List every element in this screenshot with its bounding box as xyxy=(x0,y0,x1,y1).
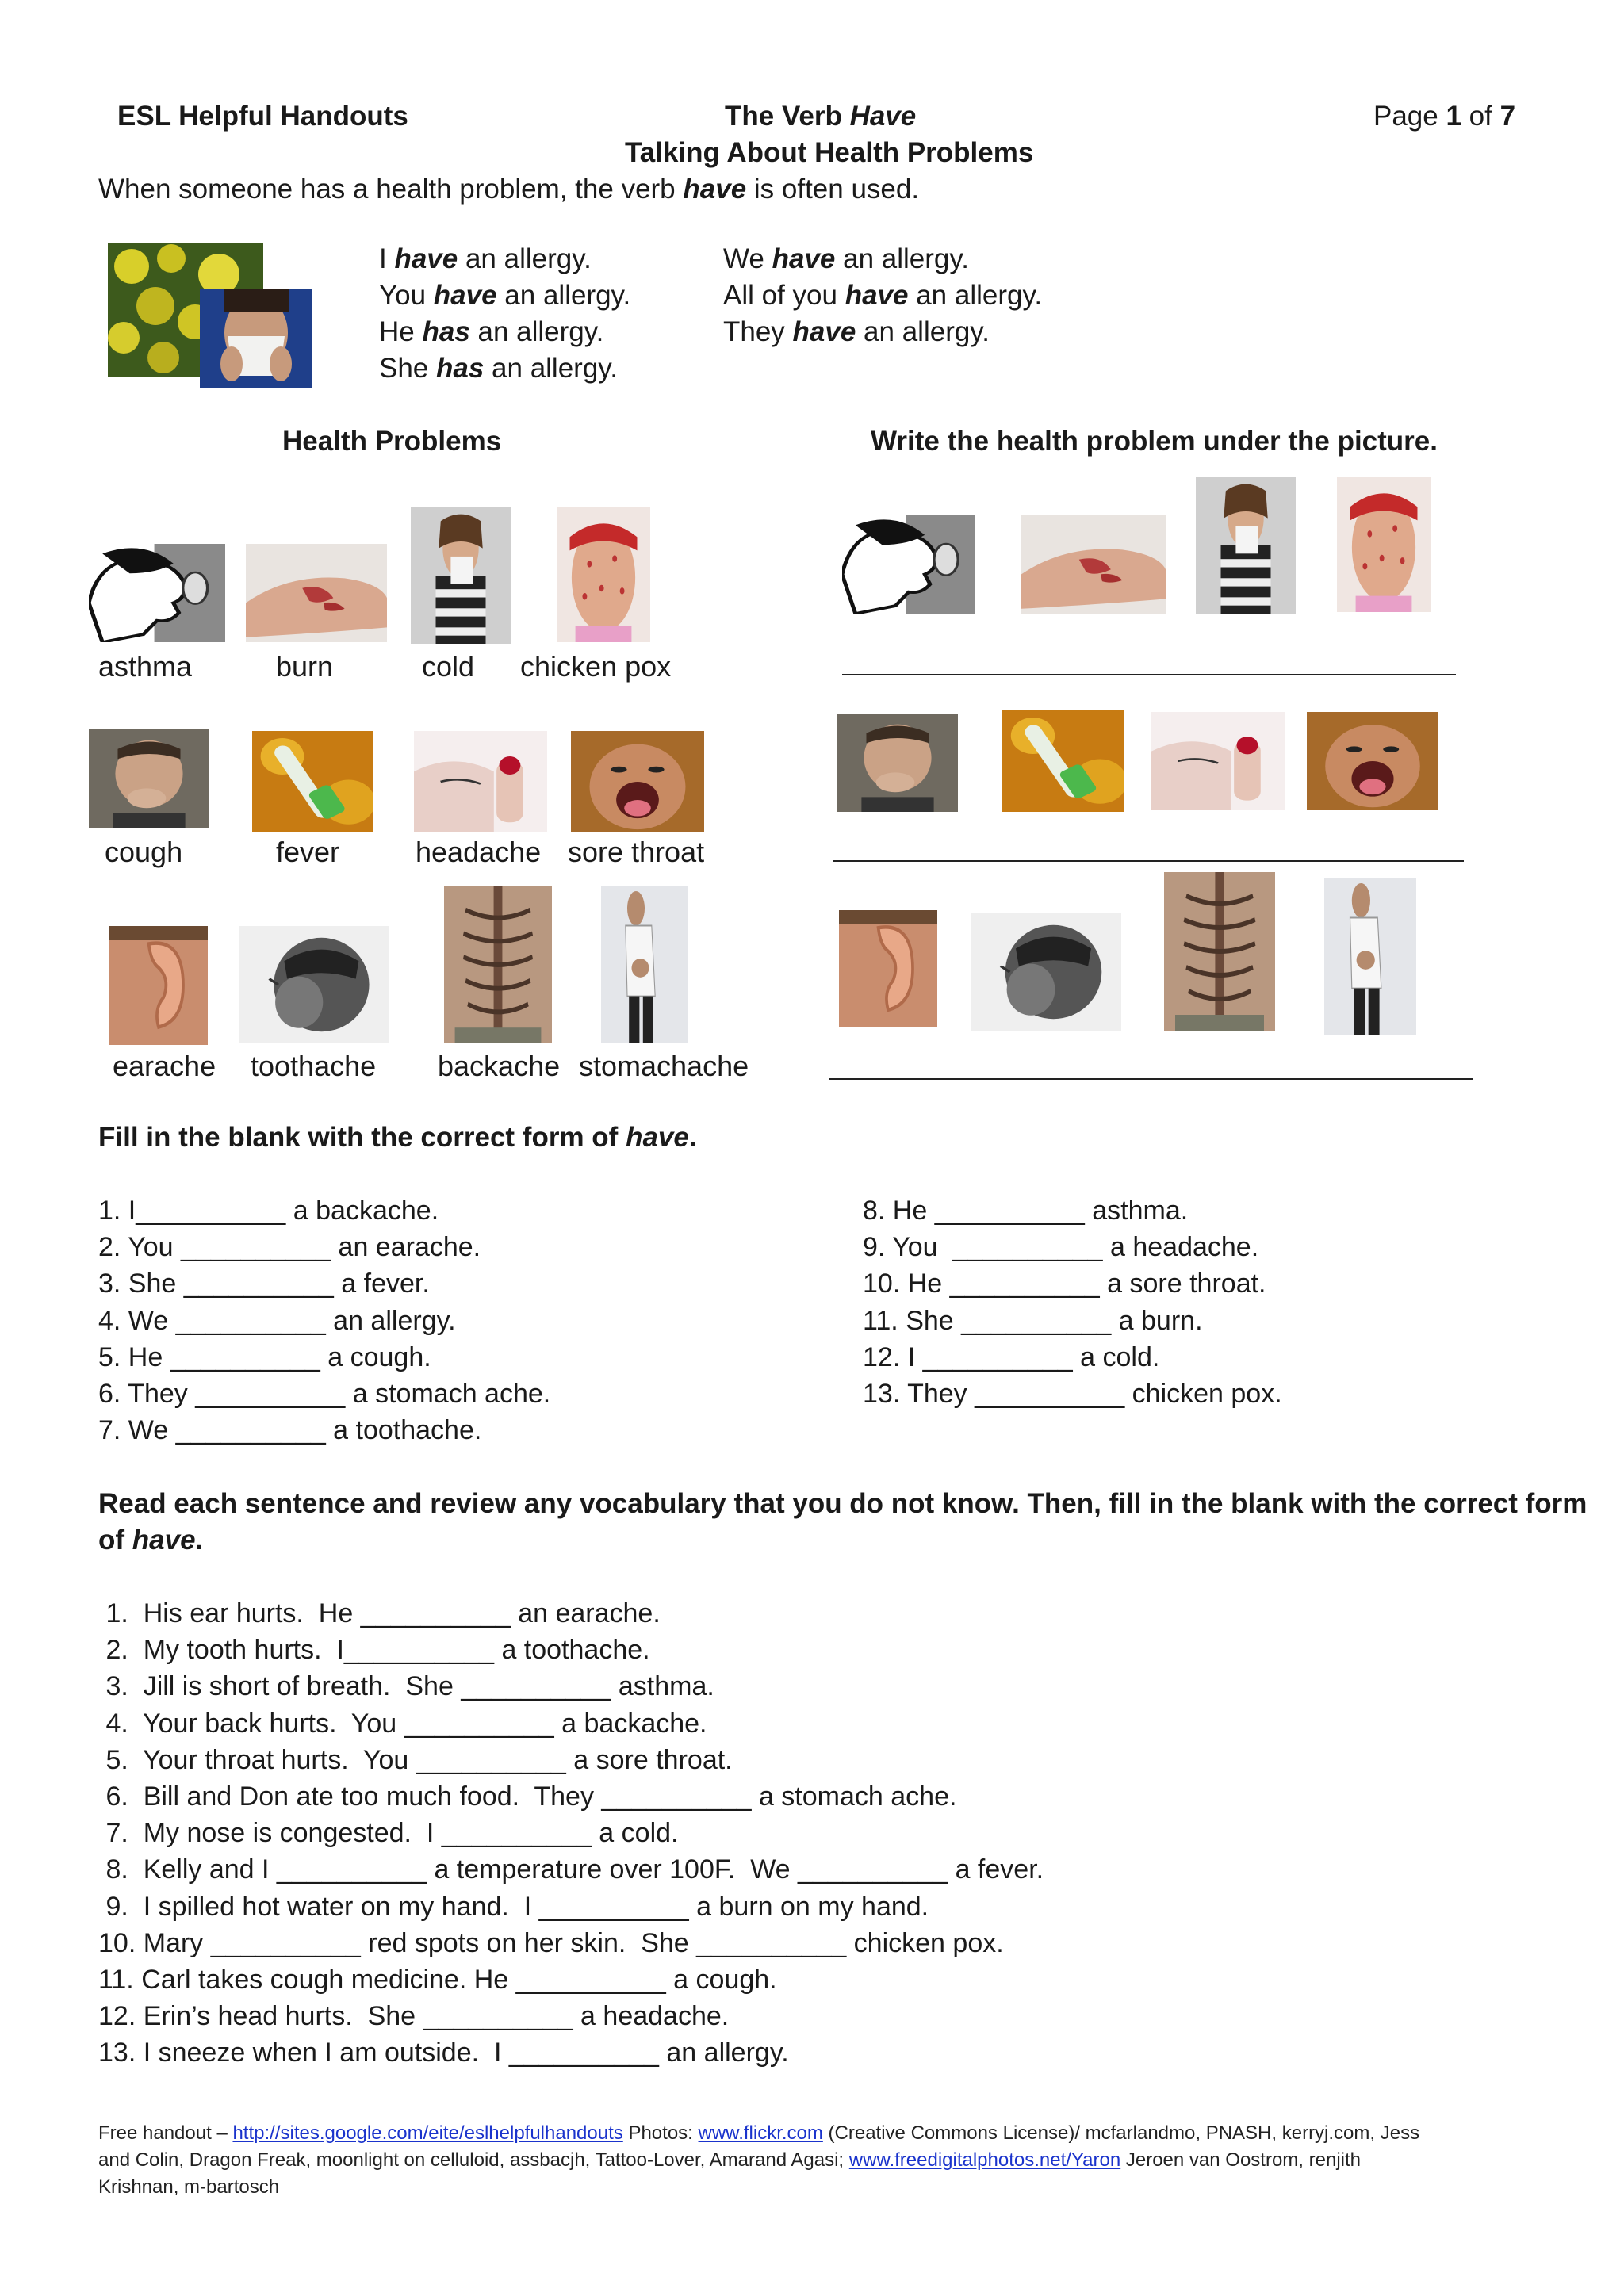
exercise-item[interactable]: 8. Kelly and I __________ a temperature over 100F. We __________ a fever. xyxy=(98,1854,1044,1885)
conj-subject: He xyxy=(379,316,423,347)
conj-subject: They xyxy=(723,316,793,347)
health-problems-heading: Health Problems xyxy=(282,426,502,457)
cough-photo xyxy=(89,729,209,828)
vocab-label-cold: cold xyxy=(422,650,475,683)
exercise-item[interactable]: 10. He __________ a sore throat. xyxy=(863,1269,1266,1299)
vocab-label-sorethroat: sore throat xyxy=(568,836,705,868)
vocab-label-asthma: asthma xyxy=(98,650,193,683)
vocab-label-cough: cough xyxy=(105,836,183,868)
conj-subject: You xyxy=(379,280,434,311)
quiz-backache-photo xyxy=(1164,872,1275,1031)
conj-verb: have xyxy=(792,316,856,347)
conj-verb: have xyxy=(772,243,836,274)
title-text: The Verb xyxy=(725,101,850,132)
conjugation-line xyxy=(723,277,1042,314)
handout-link[interactable]: http://sites.google.com/eite/eslhelpfulhandouts xyxy=(232,2122,623,2144)
stomachache-photo xyxy=(601,886,688,1043)
page-current: 1 xyxy=(1446,101,1461,132)
exercise-item[interactable]: 12. Erin’s head hurts. She __________ a headache. xyxy=(98,2001,730,2032)
fever-photo xyxy=(252,731,373,832)
toothache-photo xyxy=(239,926,389,1043)
exercise-item[interactable]: 9. I spilled hot water on my hand. I __________ a burn on my hand. xyxy=(98,1891,929,1922)
exercise-item[interactable]: 10. Mary __________ red spots on her skin. She __________ chicken pox. xyxy=(98,1927,1004,1958)
quiz-cold-photo xyxy=(1196,477,1296,614)
earache-photo xyxy=(109,926,208,1045)
freedigitalphotos-link[interactable]: www.freedigitalphotos.net/Yaron xyxy=(848,2149,1121,2171)
quiz-cough-photo xyxy=(837,714,958,812)
conj-subject: All of you xyxy=(723,280,845,311)
conj-subject: I xyxy=(379,243,395,274)
exercise-item[interactable]: 7. My nose is congested. I __________ a cold. xyxy=(98,1818,679,1849)
footer-line3: Krishnan, m-bartosch xyxy=(98,2176,280,2198)
exercise-item[interactable]: 5. Your throat hurts. You __________ a sore throat. xyxy=(98,1744,733,1775)
conj-object: an allergy. xyxy=(835,243,969,274)
intro-sentence xyxy=(98,171,919,208)
backache-photo xyxy=(444,886,552,1043)
exercise-item[interactable]: 2. You __________ an earache. xyxy=(98,1232,481,1263)
title-italic: Have xyxy=(849,101,917,132)
page-subtitle: Talking About Health Problems xyxy=(625,137,1034,168)
quiz-asthma-photo xyxy=(842,515,975,614)
exercise-item[interactable]: 6. Bill and Don ate too much food. They __________ a stomach ache. xyxy=(98,1781,957,1812)
conj-verb: have xyxy=(394,243,458,274)
conj-object: an allergy. xyxy=(484,353,618,384)
exercise-item[interactable]: 1. I__________ a backache. xyxy=(98,1196,439,1226)
page-of: of xyxy=(1461,101,1500,132)
quiz-sorethroat-photo xyxy=(1307,712,1438,810)
answer-line-row1[interactable] xyxy=(842,674,1456,675)
exercise-item[interactable]: 5. He __________ a cough. xyxy=(98,1341,431,1372)
conjugation-line xyxy=(723,314,1042,350)
conj-object: an allergy. xyxy=(908,280,1043,311)
quiz-chickenpox-photo xyxy=(1337,477,1431,612)
exercise-item[interactable]: 13. They __________ chicken pox. xyxy=(863,1379,1282,1409)
vocab-label-burn: burn xyxy=(276,650,334,683)
footer-credits2: and Colin, Dragon Freak, moonlight on celluloid, assbacjh, Tattoo-Lover, Amarand Agasi; xyxy=(98,2149,849,2171)
answer-line-row3[interactable] xyxy=(829,1078,1473,1080)
intro-emph: have xyxy=(683,174,747,205)
page-number xyxy=(1373,98,1515,135)
quiz-toothache-photo xyxy=(971,913,1121,1031)
exercise-item[interactable]: 7. We __________ a toothache. xyxy=(98,1415,482,1446)
ex2-title-emph: have xyxy=(132,1525,196,1556)
conj-subject: We xyxy=(723,243,772,274)
conj-object: an allergy. xyxy=(856,316,990,347)
exercise-item[interactable]: 2. My tooth hurts. I__________ a toothache. xyxy=(98,1635,650,1666)
conjugation-singular xyxy=(379,241,630,387)
exercise-item[interactable]: 3. She __________ a fever. xyxy=(98,1269,430,1299)
exercise2-title-line2 xyxy=(98,1522,203,1559)
ex2-title-of: of xyxy=(98,1525,132,1556)
conjugation-line xyxy=(379,314,630,350)
vocab-label-earache: earache xyxy=(113,1050,216,1082)
write-under-heading: Write the health problem under the picture. xyxy=(871,426,1438,457)
sorethroat-photo xyxy=(571,731,704,832)
footer-prefix: Free handout – xyxy=(98,2122,233,2144)
conj-verb: has xyxy=(436,353,485,384)
page-total: 7 xyxy=(1500,101,1516,132)
footer-credits3: Jeroen van Oostrom, renjith xyxy=(1120,2149,1362,2171)
exercise1-title xyxy=(98,1119,697,1156)
exercise-item[interactable]: 4. We __________ an allergy. xyxy=(98,1305,456,1336)
conjugation-line xyxy=(723,241,1042,277)
exercise-item[interactable]: 12. I __________ a cold. xyxy=(863,1341,1160,1372)
burn-photo xyxy=(246,544,387,642)
chickenpox-photo xyxy=(557,507,650,642)
conj-verb: have xyxy=(845,280,909,311)
allergy-sneeze-photo xyxy=(200,289,312,388)
header-left: ESL Helpful Handouts xyxy=(117,101,408,132)
footer-line1 xyxy=(98,2120,1419,2147)
exercise-item[interactable]: 6. They __________ a stomach ache. xyxy=(98,1379,551,1409)
headache-photo xyxy=(414,731,547,832)
conj-verb: have xyxy=(433,280,497,311)
footer-line2 xyxy=(98,2147,1361,2174)
flickr-link[interactable]: www.flickr.com xyxy=(698,2122,823,2144)
exercise-item[interactable]: 11. She __________ a burn. xyxy=(863,1305,1203,1336)
conj-subject: She xyxy=(379,353,436,384)
exercise-item[interactable]: 9. You __________ a headache. xyxy=(863,1232,1259,1263)
ex1-title-before: Fill in the blank with the correct form of xyxy=(98,1122,626,1153)
ex1-title-after: . xyxy=(688,1122,697,1153)
exercise-item[interactable]: 3. Jill is short of breath. She __________ asthma. xyxy=(98,1671,714,1702)
page-label: Page xyxy=(1373,101,1446,132)
vocab-label-backache: backache xyxy=(438,1050,561,1082)
exercise-item[interactable]: 13. I sneeze when I am outside. I __________ an allergy. xyxy=(98,2038,789,2068)
conj-object: an allergy. xyxy=(469,316,604,347)
asthma-photo xyxy=(89,544,225,642)
vocab-label-fever: fever xyxy=(276,836,340,868)
exercise-item[interactable]: 1. His ear hurts. He __________ an earache. xyxy=(98,1598,661,1628)
vocab-label-headache: headache xyxy=(416,836,542,868)
page-title xyxy=(725,98,916,135)
exercise-item[interactable]: 11. Carl takes cough medicine. He __________ a cough. xyxy=(98,1965,777,1995)
exercise2-title-line1: Read each sentence and review any vocabulary that you do not know. Then, fill in the blank with the correct form xyxy=(98,1488,1588,1519)
exercise-item[interactable]: 8. He __________ asthma. xyxy=(863,1196,1189,1226)
conjugation-line xyxy=(379,350,630,387)
ex2-title-after: . xyxy=(195,1525,204,1556)
quiz-headache-photo xyxy=(1151,712,1285,810)
conjugation-line xyxy=(379,277,630,314)
cold-photo xyxy=(411,507,511,644)
answer-line-row2[interactable] xyxy=(833,860,1464,862)
conjugation-plural xyxy=(723,241,1042,350)
intro-after: is often used. xyxy=(746,174,920,205)
exercise-item[interactable]: 4. Your back hurts. You __________ a backache. xyxy=(98,1708,707,1739)
conj-verb: has xyxy=(422,316,470,347)
intro-before: When someone has a health problem, the verb xyxy=(98,174,684,205)
footer-credits1: (Creative Commons License)/ mcfarlandmo, PNASH, kerryj.com, Jess xyxy=(822,2122,1420,2144)
quiz-stomachache-photo xyxy=(1324,878,1416,1035)
footer-photos: Photos: xyxy=(622,2122,699,2144)
vocab-label-toothache: toothache xyxy=(251,1050,377,1082)
quiz-earache-photo xyxy=(839,910,937,1027)
vocab-label-chickenpox: chicken pox xyxy=(520,650,672,683)
ex1-title-emph: have xyxy=(626,1122,689,1153)
quiz-fever-photo xyxy=(1002,710,1124,812)
conj-object: an allergy. xyxy=(496,280,631,311)
vocab-label-stomachache: stomachache xyxy=(579,1050,749,1082)
conj-object: an allergy. xyxy=(458,243,592,274)
conjugation-line xyxy=(379,241,630,277)
quiz-burn-photo xyxy=(1021,515,1166,614)
